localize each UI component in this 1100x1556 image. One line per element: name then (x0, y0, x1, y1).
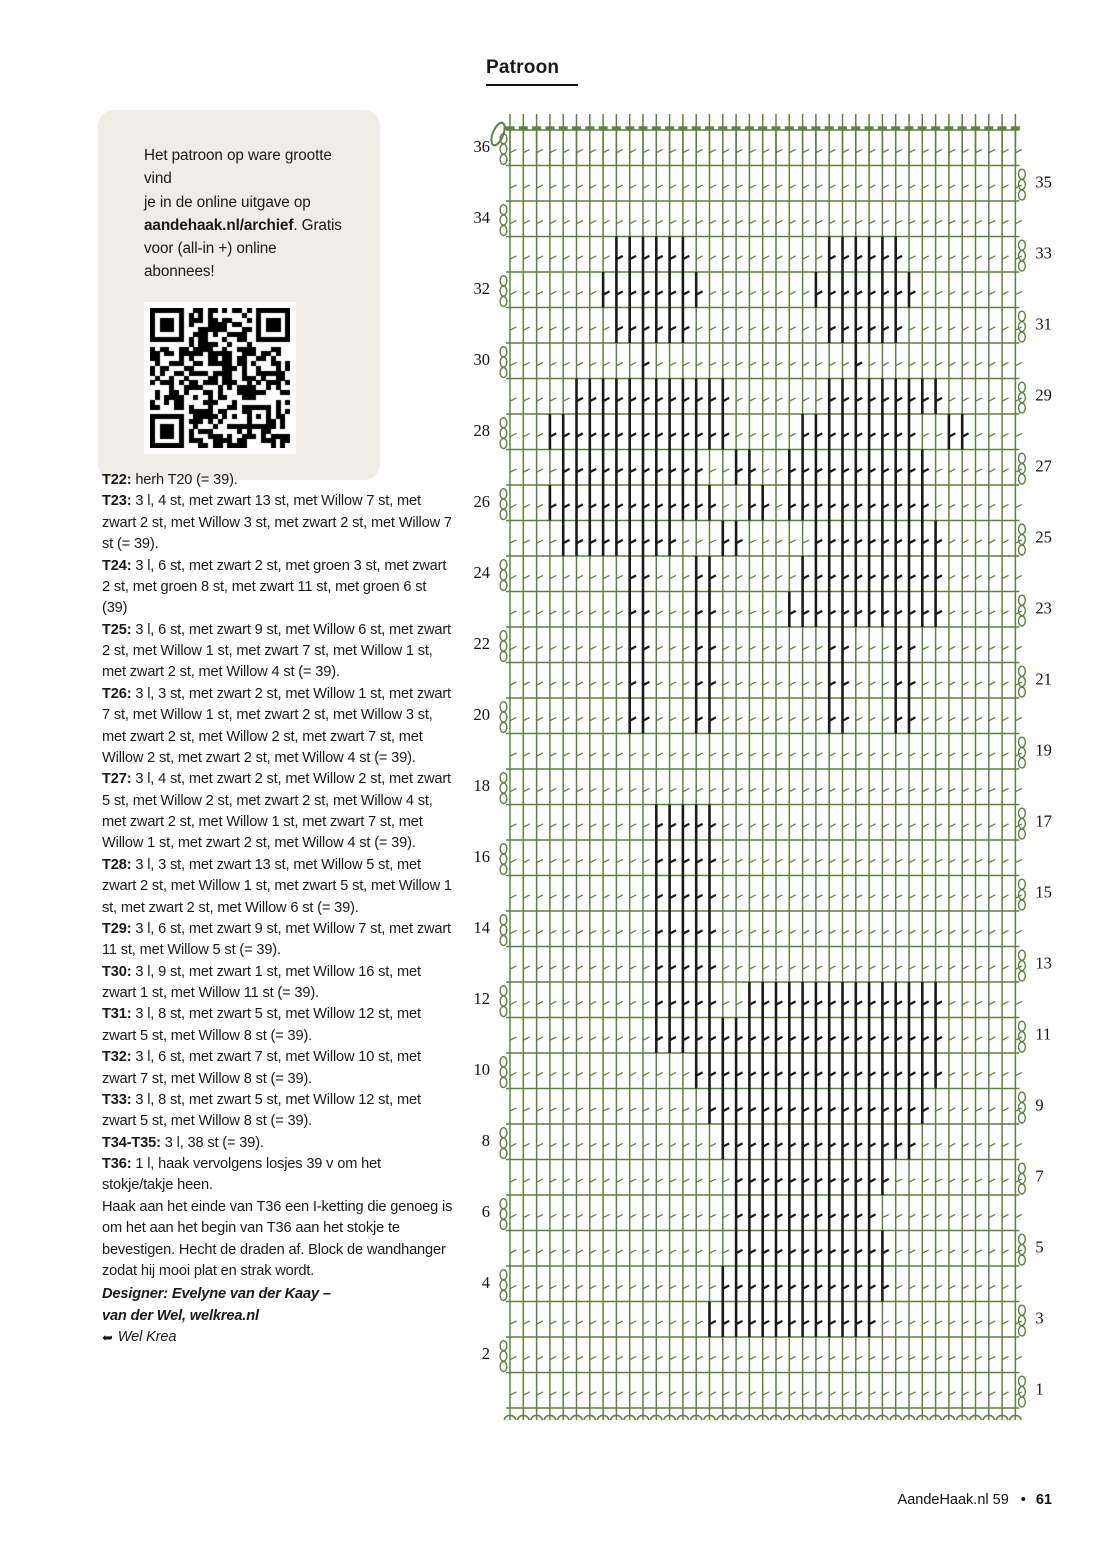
instruction-label: T33: (102, 1091, 132, 1108)
row-number-16: 16 (473, 847, 490, 867)
turning-chain-oval-r7 (1019, 1184, 1026, 1194)
turning-chain-oval-r4 (500, 1280, 507, 1290)
row-number-19: 19 (1035, 740, 1052, 760)
footer-site: AandeHaak.nl 59 (897, 1492, 1009, 1508)
designer-line-1: Designer: Evelyne van der Kaay – (102, 1286, 331, 1303)
turning-chain-oval-r32 (500, 297, 507, 307)
turning-chain-oval-r18 (500, 783, 507, 793)
instruction-row (102, 769, 454, 855)
turning-chain-oval-r34 (500, 226, 507, 236)
instruction-text: 3 l, 3 st, met zwart 2 st, met Willow 1 st, met zwart 7 st, met Willow 1 st, met zwart 2 st, met Willow 3 st, met zwart 2 st, met Willow 2 st, met zwart 7 st, met Willow 2 st, met zwart 2 st, met Willow 4 st (= 39). (102, 685, 451, 766)
turning-chain-oval-r1 (1019, 1397, 1026, 1407)
turning-chain-oval-r20 (500, 723, 507, 733)
promo-text (144, 144, 350, 284)
turning-chain-oval-r13 (1019, 971, 1026, 981)
turning-chain-oval-r28 (500, 439, 507, 449)
row-number-14: 14 (473, 918, 490, 938)
instruction-label: T30: (102, 963, 132, 980)
instruction-row (102, 684, 454, 770)
row-number-17: 17 (1035, 811, 1052, 831)
promo-line-2: je in de online uitgave op (144, 193, 311, 211)
turning-chain-oval-r4 (500, 1291, 507, 1301)
instruction-text: 1 l, haak vervolgens losjes 39 v om het stokje/takje heen. (102, 1156, 381, 1194)
turning-chain-oval-r5 (1019, 1255, 1026, 1265)
turning-chain-oval-r10 (500, 1078, 507, 1088)
instruction-text: 3 l, 9 st, met zwart 1 st, met Willow 16 st, met zwart 1 st, met Willow 11 st (= 39). (102, 963, 421, 1001)
row-number-9: 9 (1035, 1095, 1044, 1115)
turning-chain-oval-r31 (1019, 311, 1026, 321)
title-underline (486, 84, 578, 86)
instruction-row (102, 1133, 454, 1154)
turning-chain-oval-r11 (1019, 1021, 1026, 1031)
turning-chain-oval-r3 (1019, 1326, 1026, 1336)
turning-chain-oval-r35 (1019, 169, 1026, 179)
instruction-row (102, 556, 454, 620)
instruction-label: T31: (102, 1006, 132, 1023)
turning-chain-oval-r28 (500, 428, 507, 438)
instruction-label: T32: (102, 1049, 132, 1066)
instruction-label: T25: (102, 621, 132, 638)
row-number-22: 22 (473, 634, 490, 654)
instruction-text: 3 l, 6 st, met zwart 9 st, met Willow 6 st, met zwart 2 st, met Willow 1 st, met zwart 7 st, met Willow 1 st, met zwart 2 st, met Willow 4 st (= 39). (102, 621, 451, 681)
row-number-1: 1 (1035, 1379, 1044, 1399)
pattern-instructions (102, 470, 454, 1349)
row-number-23: 23 (1035, 598, 1052, 618)
turning-chain-oval-r11 (1019, 1032, 1026, 1042)
turning-chain-oval-r2 (500, 1341, 507, 1351)
instruction-label: T23: (102, 493, 132, 510)
instruction-row (102, 962, 454, 1005)
instruction-row (102, 1047, 454, 1090)
turning-chain-oval-r12 (500, 986, 507, 996)
turning-chain-oval-r5 (1019, 1245, 1026, 1255)
turning-chain-oval-r27 (1019, 464, 1026, 474)
row-number-4: 4 (481, 1273, 490, 1293)
row-number-8: 8 (481, 1131, 490, 1151)
turning-chain-oval-r8 (500, 1128, 507, 1138)
turning-chain-oval-r32 (500, 286, 507, 296)
instruction-label: T29: (102, 920, 132, 937)
page-title: Patroon (486, 57, 560, 78)
row-number-34: 34 (473, 208, 490, 228)
turning-chain-oval-r11 (1019, 1042, 1026, 1052)
instruction-text: 3 l, 3 st, met zwart 13 st, met Willow 5 st, met zwart 2 st, met Willow 1 st, met zwart 5 st, met Willow 1 st, met zwart 2 st, met Willow 6 st (= 39). (102, 856, 452, 916)
promo-line-3-tail: . Gratis (293, 216, 342, 234)
turning-chain-oval-r27 (1019, 453, 1026, 463)
turning-chain-oval-r25 (1019, 545, 1026, 555)
page-footer (0, 1492, 1100, 1508)
row-number-15: 15 (1035, 882, 1052, 902)
turning-chain-oval-r21 (1019, 666, 1026, 676)
turning-chain-oval-r29 (1019, 382, 1026, 392)
row-number-32: 32 (473, 279, 490, 299)
turning-chain-oval-r4 (500, 1270, 507, 1280)
turning-chain-oval-r14 (500, 915, 507, 925)
turning-chain-oval-r19 (1019, 748, 1026, 758)
turning-chain-oval-r20 (500, 702, 507, 712)
turning-chain-oval-r18 (500, 773, 507, 783)
turning-chain-oval-r9 (1019, 1092, 1026, 1102)
row-number-5: 5 (1035, 1237, 1044, 1257)
turning-chain-oval-r17 (1019, 829, 1026, 839)
turning-chain-oval-r33 (1019, 261, 1026, 271)
promo-link[interactable]: aandehaak.nl/archief (144, 216, 294, 234)
turning-chain-oval-r6 (500, 1220, 507, 1230)
turning-chain-oval-r34 (500, 205, 507, 215)
turning-chain-oval-r33 (1019, 240, 1026, 250)
closing-paragraph: Haak aan het einde van T36 een I-ketting die genoeg is om het aan het begin van T36 aan het stokje te bevestigen. Hecht de draden af. Block de wandhanger zodat hij mooi plat en strak wordt. (102, 1198, 453, 1279)
instruction-row (102, 491, 454, 555)
turning-chain-oval-r5 (1019, 1234, 1026, 1244)
turning-chain-oval-r21 (1019, 677, 1026, 687)
designer-line-2: van der Wel, welkrea.nl (102, 1307, 259, 1324)
turning-chain-oval-r2 (500, 1362, 507, 1372)
turning-chain-oval-r29 (1019, 403, 1026, 413)
instruction-text: 3 l, 4 st, met zwart 2 st, met Willow 2 st, met zwart 5 st, met Willow 2 st, met zwart 2 st, met Willow 4 st, met zwart 2 st, met Willow 1 st, met zwart 7 st, met Willow 1 st, met zwart 2 st, met Willow 4 st (= 39). (102, 771, 451, 852)
turning-chain-oval-r22 (500, 652, 507, 662)
row-number-24: 24 (473, 563, 490, 583)
turning-chain-oval-r23 (1019, 595, 1026, 605)
turning-chain-oval-r3 (1019, 1305, 1026, 1315)
instruction-text: 3 l, 6 st, met zwart 7 st, met Willow 10 st, met zwart 7 st, met Willow 8 st (= 39). (102, 1049, 421, 1087)
turning-chain-oval-r7 (1019, 1174, 1026, 1184)
turning-chain-oval-r36 (500, 144, 507, 154)
turning-chain-oval-r10 (500, 1067, 507, 1077)
instruction-row (102, 1090, 454, 1133)
turning-chain-oval-r21 (1019, 687, 1026, 697)
turning-chain-oval-r35 (1019, 190, 1026, 200)
qr-wrap (144, 302, 350, 454)
turning-chain-oval-r26 (500, 499, 507, 509)
turning-chain-oval-r13 (1019, 961, 1026, 971)
instruction-text: 3 l, 38 st (= 39). (160, 1134, 264, 1151)
turning-chain-oval-r17 (1019, 819, 1026, 829)
turning-chain-oval-r31 (1019, 332, 1026, 342)
instruction-text: 3 l, 6 st, met zwart 9 st, met Willow 7 st, met zwart 11 st, met Willow 5 st (= 39). (102, 920, 451, 959)
turning-chain-oval-r16 (500, 844, 507, 854)
instruction-text: 3 l, 6 st, met zwart 2 st, met groen 3 st, met zwart 2 st, met groen 8 st, met zwart 11 st, met groen 6 st (39) (102, 557, 447, 617)
instruction-text: 3 l, 8 st, met zwart 5 st, met Willow 12 st, met zwart 5 st, met Willow 8 st (= 39). (102, 1091, 421, 1130)
turning-chain-oval-r16 (500, 854, 507, 864)
turning-chain-oval-r27 (1019, 474, 1026, 484)
instruction-row (102, 1004, 454, 1047)
turning-chain-oval-r12 (500, 996, 507, 1006)
turning-chain-oval-r24 (500, 570, 507, 580)
instruction-label: T28: (102, 856, 132, 873)
instruction-row (102, 620, 454, 684)
footer-page-number: 61 (1035, 1492, 1052, 1508)
turning-chain-oval-r15 (1019, 890, 1026, 900)
turning-chain-oval-r24 (500, 560, 507, 570)
instruction-row (102, 1154, 454, 1197)
turning-chain-oval-r1 (1019, 1376, 1026, 1386)
arrow-icon: ➥ (102, 1330, 113, 1346)
row-number-13: 13 (1035, 953, 1052, 973)
promo-box (98, 110, 380, 480)
row-number-27: 27 (1035, 456, 1052, 476)
row-number-11: 11 (1035, 1024, 1052, 1044)
turning-chain-oval-r26 (500, 510, 507, 520)
turning-chain-oval-r35 (1019, 180, 1026, 190)
designer-credit (102, 1284, 454, 1327)
instruction-text: 3 l, 4 st, met zwart 13 st, met Willow 7 st, met zwart 2 st, met Willow 3 st, met zwart 2 st, met Willow 7 st (= 39). (102, 493, 452, 553)
instruction-label: T27: (102, 771, 132, 788)
row-number-10: 10 (473, 1060, 490, 1080)
promo-line-4: voor (all-in +) online abonnees! (144, 240, 277, 281)
turning-chain-oval-r23 (1019, 616, 1026, 626)
turning-chain-oval-r26 (500, 489, 507, 499)
turning-chain-oval-r29 (1019, 393, 1026, 403)
turning-chain-oval-r8 (500, 1149, 507, 1159)
turning-chain-oval-r17 (1019, 808, 1026, 818)
instruction-text: herh T20 (= 39). (131, 472, 238, 488)
turning-chain-oval-r2 (500, 1351, 507, 1361)
instruction-row (102, 919, 454, 962)
promo-line-1: Het patroon op ware grootte vind (144, 147, 332, 188)
turning-chain-oval-r20 (500, 712, 507, 722)
turning-chain-oval-r6 (500, 1209, 507, 1219)
turning-chain-oval-r31 (1019, 322, 1026, 332)
instruction-label: T24: (102, 557, 132, 574)
row-number-21: 21 (1035, 669, 1052, 689)
turning-chain-oval-r7 (1019, 1163, 1026, 1173)
row-number-7: 7 (1035, 1166, 1044, 1186)
turning-chain-oval-r23 (1019, 606, 1026, 616)
footer-bullet: • (1020, 1492, 1026, 1508)
row-number-33: 33 (1035, 243, 1052, 263)
row-number-6: 6 (481, 1202, 490, 1222)
turning-chain-oval-r15 (1019, 900, 1026, 910)
instruction-row (102, 470, 454, 491)
instruction-label: T34-T35: (102, 1134, 161, 1151)
row-number-2: 2 (481, 1344, 490, 1364)
turning-chain-oval-r32 (500, 276, 507, 286)
turning-chain-oval-r1 (1019, 1387, 1026, 1397)
row-number-29: 29 (1035, 385, 1052, 405)
brand-label: Wel Krea (117, 1329, 177, 1345)
turning-chain-oval-r28 (500, 418, 507, 428)
turning-chain-oval-r8 (500, 1138, 507, 1148)
row-number-25: 25 (1035, 527, 1052, 547)
instruction-label: T22: (102, 472, 132, 488)
turning-chain-oval-r19 (1019, 758, 1026, 768)
row-number-35: 35 (1035, 172, 1052, 192)
row-number-20: 20 (473, 705, 490, 725)
crochet-chart (468, 100, 1068, 1440)
brand-line (102, 1327, 454, 1349)
turning-chain-oval-r13 (1019, 950, 1026, 960)
turning-chain-oval-r9 (1019, 1113, 1026, 1123)
turning-chain-oval-r9 (1019, 1103, 1026, 1113)
turning-chain-oval-r36 (500, 155, 507, 165)
instruction-row (102, 855, 454, 919)
turning-chain-oval-r6 (500, 1199, 507, 1209)
turning-chain-oval-r22 (500, 631, 507, 641)
instruction-label: T36: (102, 1156, 132, 1172)
row-number-18: 18 (473, 776, 490, 796)
turning-chain-oval-r22 (500, 641, 507, 651)
row-number-12: 12 (473, 989, 490, 1009)
turning-chain-oval-r10 (500, 1057, 507, 1067)
turning-chain-oval-r25 (1019, 524, 1026, 534)
turning-chain-oval-r12 (500, 1007, 507, 1017)
turning-chain-oval-r34 (500, 215, 507, 225)
row-number-28: 28 (473, 421, 490, 441)
turning-chain-oval-r14 (500, 925, 507, 935)
row-number-30: 30 (473, 350, 490, 370)
instruction-list (102, 470, 454, 1197)
turning-chain-oval-r16 (500, 865, 507, 875)
turning-chain-oval-r33 (1019, 251, 1026, 261)
turning-chain-oval-r15 (1019, 879, 1026, 889)
turning-chain-oval-r18 (500, 794, 507, 804)
turning-chain-oval-r30 (500, 357, 507, 367)
row-number-26: 26 (473, 492, 490, 512)
instruction-text: 3 l, 8 st, met zwart 5 st, met Willow 12 st, met zwart 5 st, met Willow 8 st (= 39). (102, 1006, 421, 1044)
row-number-3: 3 (1035, 1308, 1044, 1328)
turning-chain-oval-r30 (500, 347, 507, 357)
turning-chain-oval-r19 (1019, 737, 1026, 747)
row-number-31: 31 (1035, 314, 1052, 334)
chart-svg (468, 100, 1068, 1440)
turning-chain-oval-r14 (500, 936, 507, 946)
instruction-label: T26: (102, 685, 132, 702)
left-column (98, 110, 456, 480)
row-number-36: 36 (473, 137, 490, 157)
qr-code-icon[interactable] (144, 302, 296, 454)
turning-chain-oval-r25 (1019, 535, 1026, 545)
turning-chain-oval-r24 (500, 581, 507, 591)
turning-chain-oval-r3 (1019, 1316, 1026, 1326)
turning-chain-oval-r30 (500, 368, 507, 378)
